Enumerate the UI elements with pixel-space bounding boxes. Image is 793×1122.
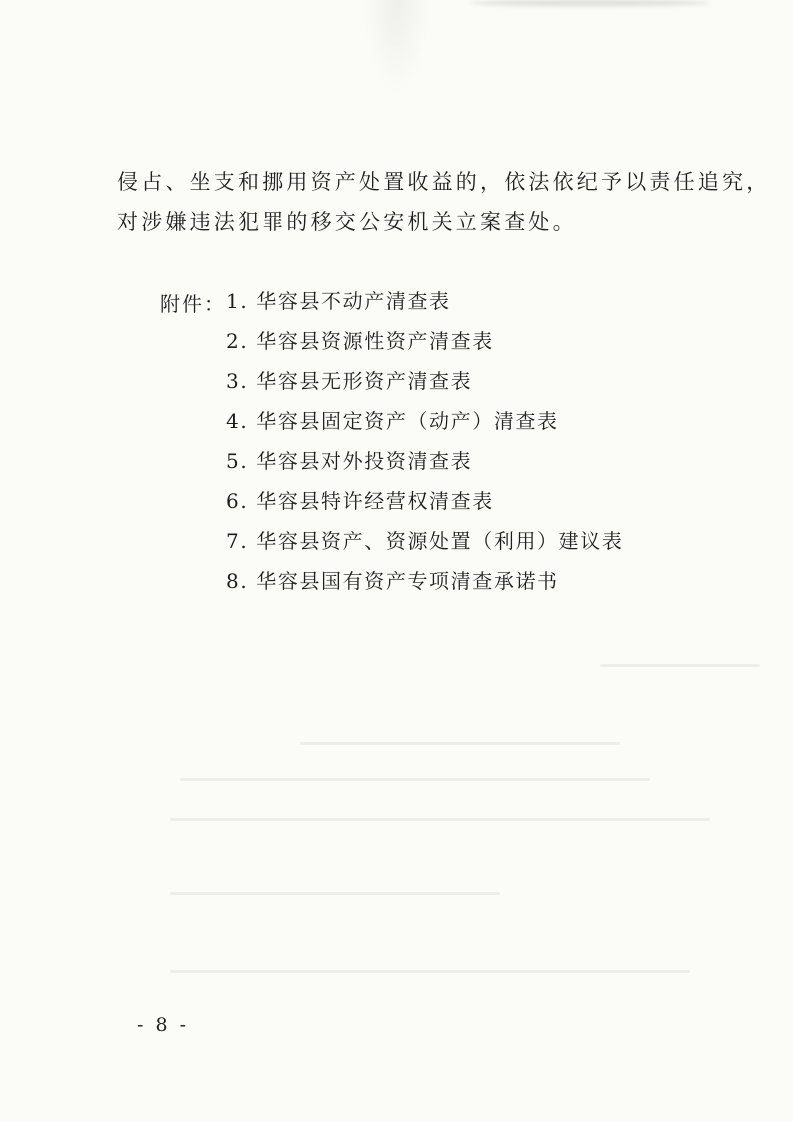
attachment-item: 6. 华容县特许经营权清查表 [226,489,494,513]
attachment-item: 5. 华容县对外投资清查表 [226,449,473,473]
attachments-label: 附件： [160,292,226,316]
attachment-item: 8. 华容县国有资产专项清查承诺书 [226,569,559,593]
body-text-line-1: 侵占、坐支和挪用资产处置收益的，依法依纪予以责任追究， [117,170,771,194]
attachment-item: 4. 华容县固定资产（动产）清查表 [226,409,559,433]
attachment-item: 3. 华容县无形资产清查表 [226,369,473,393]
bleed-mark [170,892,500,895]
attachment-item: 2. 华容县资源性资产清查表 [226,329,494,353]
bleed-mark [170,970,690,973]
page-number: - 8 - [137,1014,190,1036]
attachment-item: 7. 华容县资产、资源处置（利用）建议表 [226,529,624,553]
bleed-mark [300,742,620,745]
body-text-line-2: 对涉嫌违法犯罪的移交公安机关立案查处。 [117,210,577,234]
attachments-list [226,288,623,608]
bleed-mark [600,664,760,667]
bleed-mark [170,818,710,821]
bleed-mark [180,778,650,781]
attachment-item: 1. 华容县不动产清查表 [226,289,451,313]
scan-shadow [470,0,710,6]
